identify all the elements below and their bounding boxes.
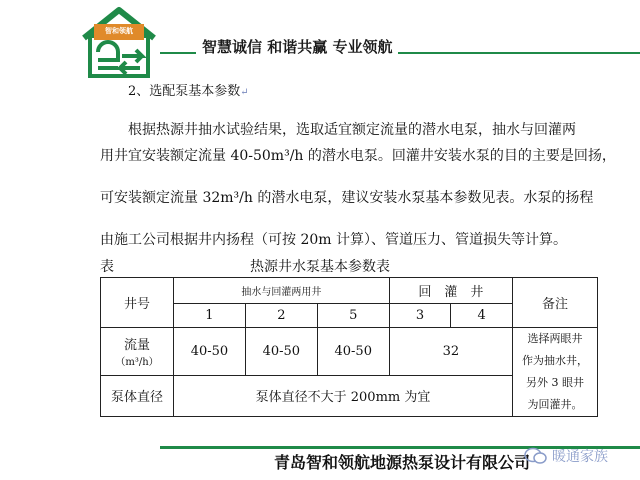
- flow-label-cell: [101, 328, 174, 376]
- slogan: 智慧诚信 和谐共赢 专业领航: [196, 36, 398, 57]
- header-dual-use: 抽水与回灌两用井: [174, 278, 390, 304]
- paragraph-line-4: 由施工公司根据井内扬程（可按 20m 计算）、管道压力、管道损失等计算。: [100, 232, 567, 248]
- paragraph-line-1: 根据热源井抽水试验结果，选取适宜额定流量的潜水电泵，抽水与回灌两: [128, 122, 576, 138]
- well-number: 4: [451, 304, 513, 328]
- flow-value: 40-50: [174, 328, 246, 376]
- diameter-label: 泵体直径: [101, 375, 174, 416]
- remark-line: 选择两眼井: [527, 332, 583, 345]
- company-logo: [78, 4, 160, 84]
- remark-line: 作为抽水井，: [522, 354, 588, 367]
- wechat-icon: [524, 446, 548, 466]
- logo-text: 智和领航: [105, 26, 133, 35]
- company-name: 青岛智和领航地源热泵设计有限公司: [270, 450, 534, 473]
- paragraph-line-3: 可安装额定流量 32m³/h 的潜水电泵，建议安装水泵基本参数见表。水泵的扬程: [100, 190, 594, 206]
- header-recharge: 回 灌 井: [389, 278, 512, 304]
- table-caption-title: 热源井水泵基本参数表: [250, 259, 390, 275]
- remark-line: 另外 3 眼井: [526, 376, 584, 389]
- paragraph-line-2: 用井宜安装额定流量 40-50m³/h 的潜水电泵。回灌井安装水泵的目的主要是回扬，: [100, 148, 616, 164]
- section-heading: 2、选配泵基本参数↵: [128, 84, 249, 99]
- table-caption-prefix: 表: [100, 259, 114, 275]
- header-remark: 备注: [513, 278, 598, 328]
- remark-cell: [513, 328, 598, 417]
- flow-value: 40-50: [317, 328, 389, 376]
- watermark-text: 暖通家族: [552, 449, 608, 465]
- flow-value: 40-50: [245, 328, 317, 376]
- pump-parameters-table: [100, 277, 598, 417]
- well-number: 1: [174, 304, 246, 328]
- well-number: 2: [245, 304, 317, 328]
- flow-value: 32: [389, 328, 512, 376]
- well-number: 5: [317, 304, 389, 328]
- well-number: 3: [389, 304, 451, 328]
- flow-label: 流量: [123, 338, 150, 354]
- remark-line: 为回灌井。: [527, 398, 583, 411]
- flow-unit: （m³/h）: [115, 357, 159, 369]
- logo-house-icon: [78, 4, 160, 84]
- diameter-value: 泵体直径不大于 200mm 为宜: [174, 375, 513, 416]
- header-well-no: 井号: [101, 278, 174, 328]
